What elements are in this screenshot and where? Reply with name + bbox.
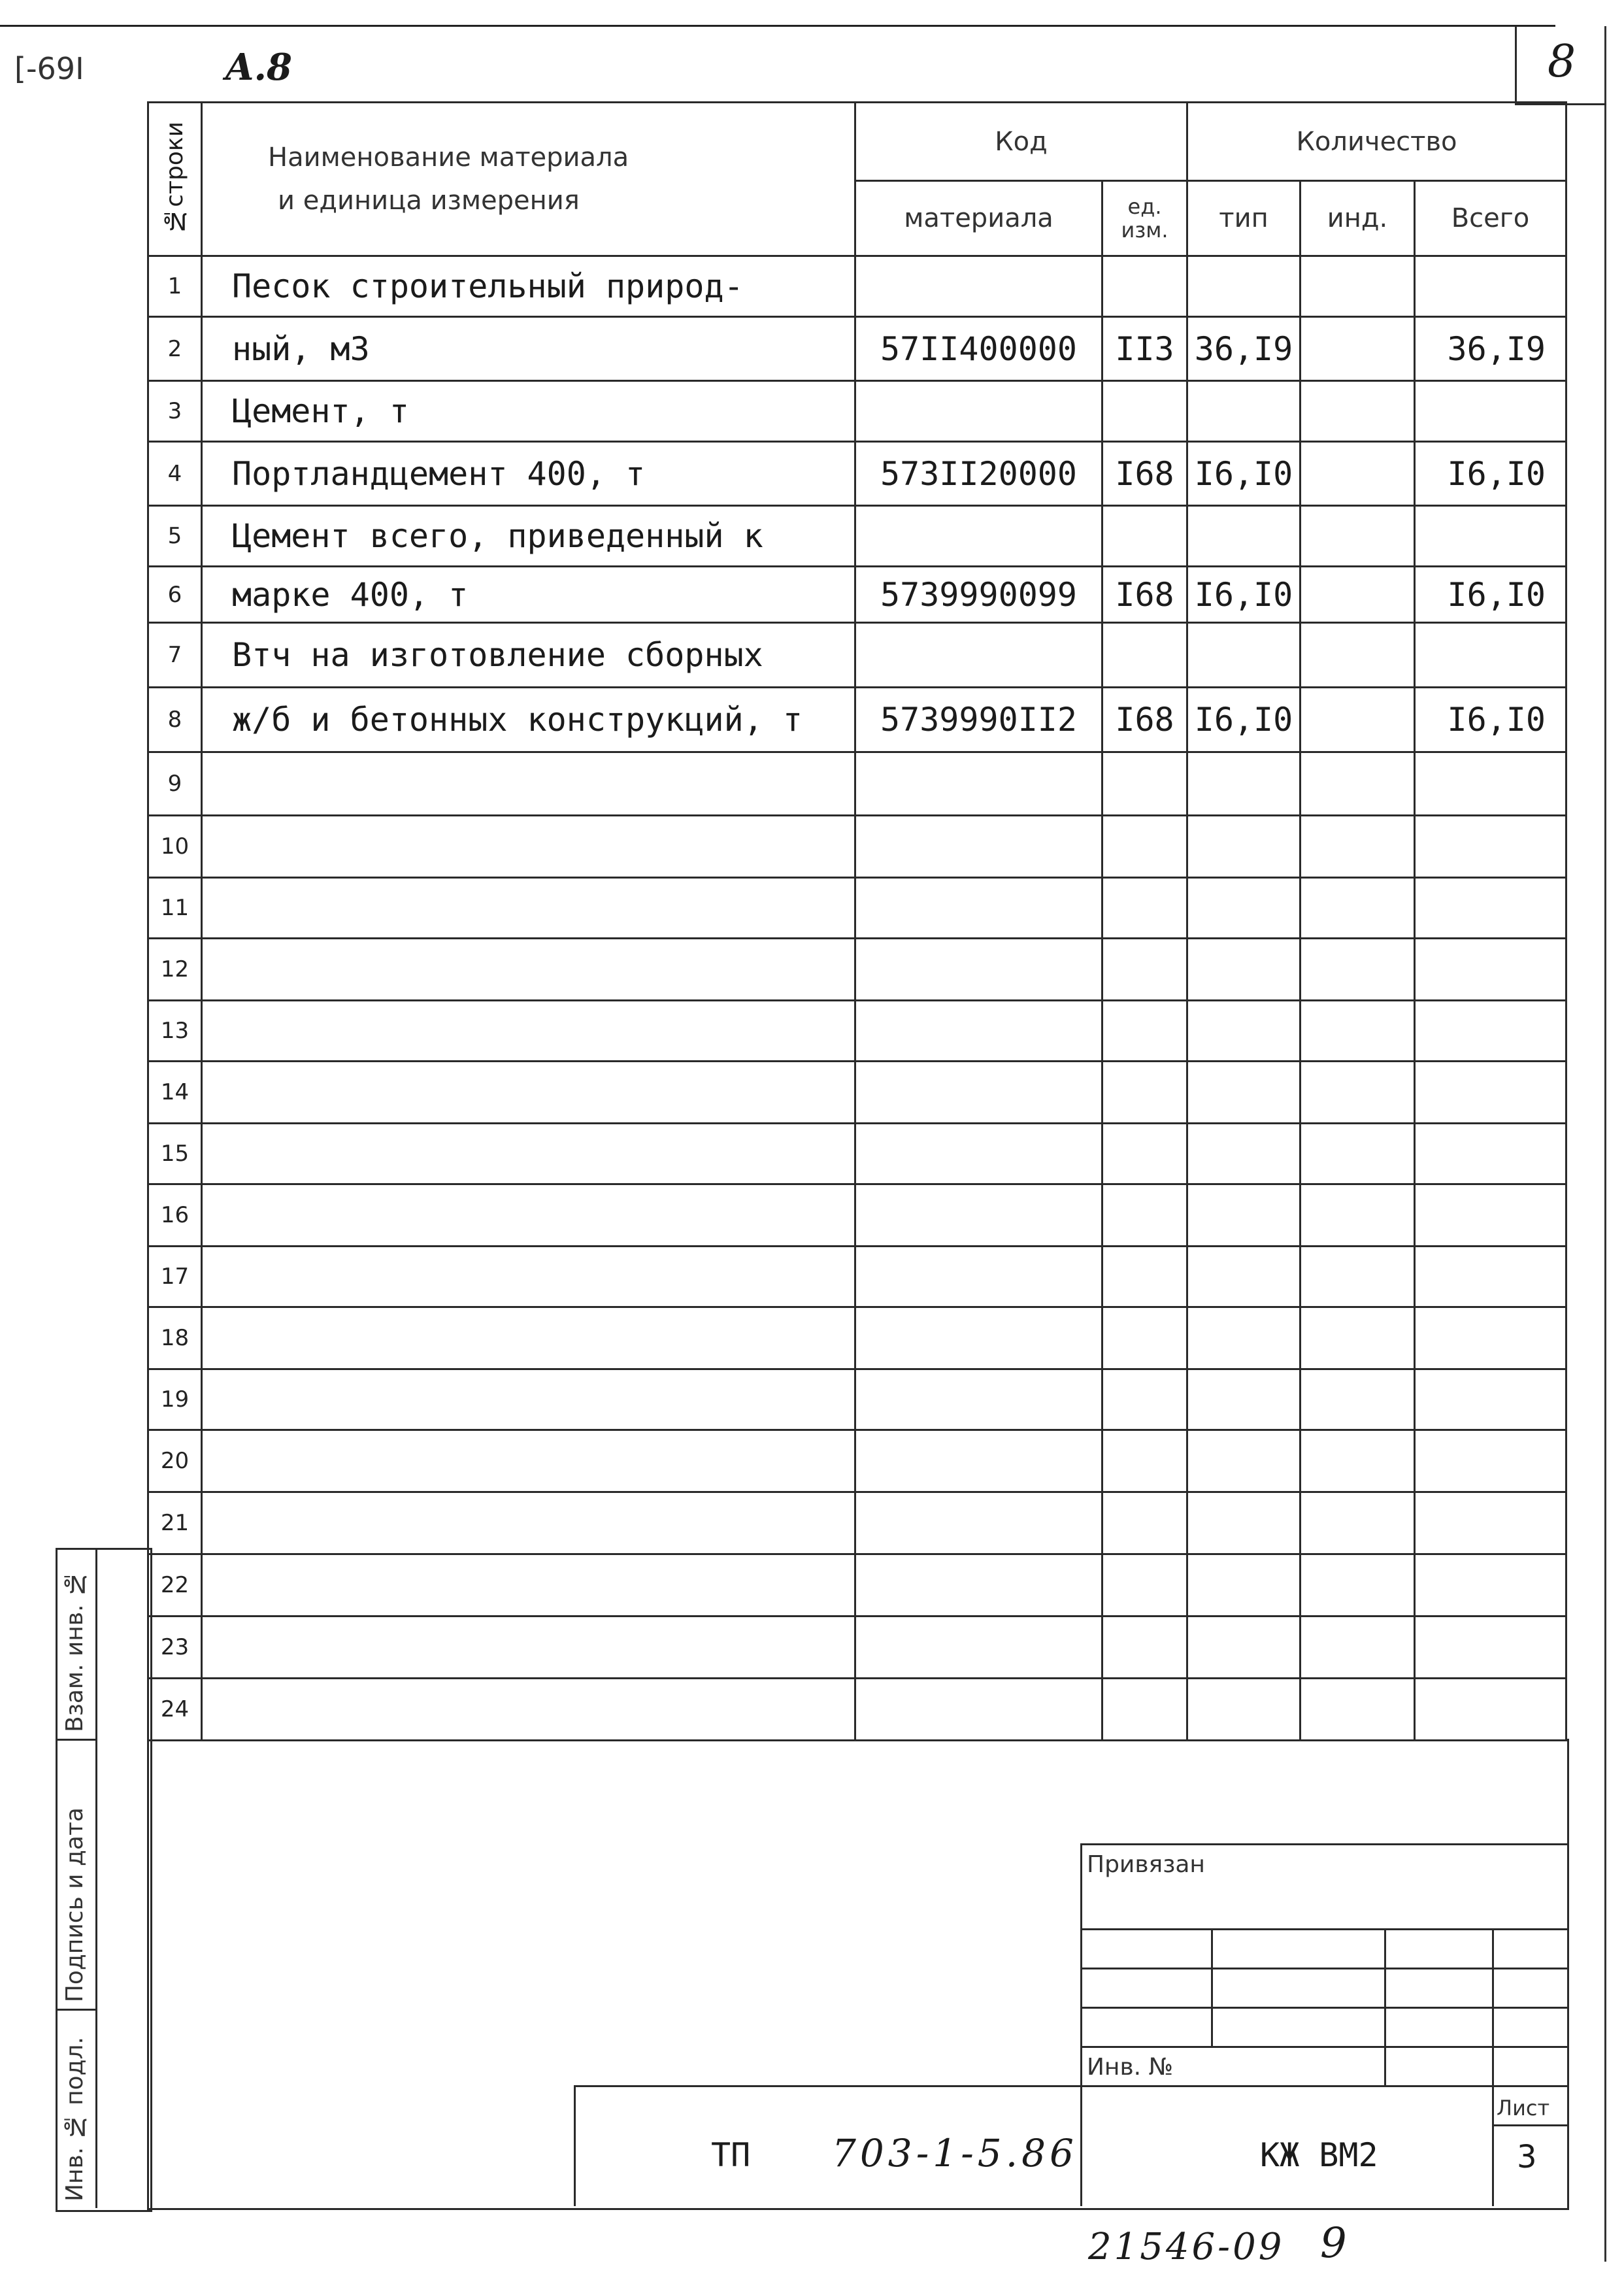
row-ind-cell	[1301, 1184, 1415, 1247]
row-type-cell	[1187, 939, 1301, 1001]
row-unit-cell: I68	[1102, 567, 1187, 623]
header-row-number-label: №строки	[161, 122, 188, 234]
row-code-cell	[855, 1492, 1102, 1554]
tb-sheet: 3	[1517, 2139, 1537, 2175]
row-ind-cell	[1301, 381, 1415, 442]
table-row	[148, 1001, 1566, 1062]
table-row	[148, 1369, 1566, 1430]
row-ind-cell	[1301, 623, 1415, 688]
side-inv	[58, 2011, 97, 2208]
row-unit-cell	[1102, 816, 1187, 878]
row-total-cell	[1415, 1307, 1566, 1369]
header-name-line2: и единица измерения	[278, 186, 580, 216]
tb-line	[1492, 1928, 1494, 2206]
tb-line	[1080, 1928, 1567, 1930]
row-unit-cell	[1102, 1247, 1187, 1307]
row-unit-cell	[1102, 939, 1187, 1001]
tb-line	[1080, 2007, 1567, 2009]
table-row	[148, 939, 1566, 1001]
row-ind-cell	[1301, 816, 1415, 878]
row-ind-cell	[1301, 1492, 1415, 1554]
table-row	[148, 317, 1566, 381]
table-row	[148, 1062, 1566, 1124]
row-name-cell	[202, 1247, 855, 1307]
header-code-material: материала	[855, 181, 1102, 256]
row-ind-cell	[1301, 688, 1415, 752]
row-total-cell	[1415, 256, 1566, 317]
row-type-cell	[1187, 1062, 1301, 1124]
row-unit-cell	[1102, 878, 1187, 939]
page-number: 8	[1547, 36, 1576, 88]
table-row	[148, 623, 1566, 688]
row-number-cell: 12	[148, 939, 202, 1001]
row-code-cell: 5739990II2	[855, 688, 1102, 752]
row-number-cell: 3	[148, 381, 202, 442]
row-ind-cell	[1301, 1679, 1415, 1741]
row-code-cell	[855, 256, 1102, 317]
row-ind-cell	[1301, 1001, 1415, 1062]
row-type-cell	[1187, 1679, 1301, 1741]
row-code-cell	[855, 752, 1102, 816]
row-code-cell	[855, 506, 1102, 567]
tb-line	[574, 2085, 576, 2206]
row-total-cell	[1415, 1001, 1566, 1062]
row-type-cell	[1187, 381, 1301, 442]
row-name-cell	[202, 1307, 855, 1369]
row-total-cell: I6,I0	[1415, 567, 1566, 623]
row-number-cell: 1	[148, 256, 202, 317]
row-name-cell	[202, 1430, 855, 1492]
row-number-cell: 7	[148, 623, 202, 688]
table-row	[148, 1307, 1566, 1369]
row-number-cell: 14	[148, 1062, 202, 1124]
row-code-cell	[855, 1369, 1102, 1430]
row-total-cell	[1415, 1184, 1566, 1247]
row-ind-cell	[1301, 878, 1415, 939]
row-code-cell	[855, 1554, 1102, 1617]
sheet-total: 9	[1320, 2219, 1347, 2268]
tb-privyazan: Привязан	[1087, 1851, 1205, 1878]
row-number-cell: 9	[148, 752, 202, 816]
format-label: A.8	[225, 46, 292, 89]
table-row	[148, 442, 1566, 506]
row-ind-cell	[1301, 1247, 1415, 1307]
tb-line	[1080, 2046, 1567, 2048]
row-unit-cell	[1102, 506, 1187, 567]
tb-line	[1080, 1843, 1567, 1845]
tb-line	[1211, 1928, 1213, 2046]
row-ind-cell	[1301, 567, 1415, 623]
table-row	[148, 1430, 1566, 1492]
row-code-cell	[855, 1679, 1102, 1741]
row-code-cell	[855, 1062, 1102, 1124]
row-ind-cell	[1301, 1430, 1415, 1492]
table-row	[148, 381, 1566, 442]
row-name-cell	[202, 1369, 855, 1430]
row-name-cell	[202, 1617, 855, 1679]
row-ind-cell	[1301, 256, 1415, 317]
table-row	[148, 1247, 1566, 1307]
row-unit-cell: I68	[1102, 442, 1187, 506]
header-name-line1: Наименование материала	[268, 142, 629, 173]
row-name-cell	[202, 939, 855, 1001]
row-name-cell: марке 400, т	[202, 567, 855, 623]
row-total-cell: I6,I0	[1415, 442, 1566, 506]
row-unit-cell	[1102, 1369, 1187, 1430]
header-row-number	[148, 103, 202, 256]
row-ind-cell	[1301, 317, 1415, 381]
row-number-cell: 17	[148, 1247, 202, 1307]
table-row	[148, 506, 1566, 567]
tb-line	[1492, 2124, 1567, 2126]
row-total-cell	[1415, 752, 1566, 816]
row-total-cell	[1415, 1369, 1566, 1430]
row-number-cell: 22	[148, 1554, 202, 1617]
table-row	[148, 1679, 1566, 1741]
row-ind-cell	[1301, 752, 1415, 816]
row-unit-cell	[1102, 623, 1187, 688]
side-inv-label: Инв. № подл.	[61, 2037, 88, 2202]
row-unit-cell	[1102, 1307, 1187, 1369]
row-number-cell: 19	[148, 1369, 202, 1430]
row-ind-cell	[1301, 1307, 1415, 1369]
header-qty-ind: инд.	[1301, 181, 1415, 256]
row-code-cell	[855, 623, 1102, 688]
row-name-cell: Цемент, т	[202, 381, 855, 442]
row-code-cell	[855, 939, 1102, 1001]
archive-number: 21546-09	[1088, 2226, 1285, 2268]
row-unit-cell	[1102, 1062, 1187, 1124]
row-code-cell: 57II400000	[855, 317, 1102, 381]
row-type-cell	[1187, 1124, 1301, 1184]
row-total-cell	[1415, 381, 1566, 442]
row-type-cell: I6,I0	[1187, 442, 1301, 506]
row-number-cell: 5	[148, 506, 202, 567]
row-number-cell: 8	[148, 688, 202, 752]
row-number-cell: 2	[148, 317, 202, 381]
side-podpis-label: Подпись и дата	[61, 1807, 88, 2002]
top-border-line	[0, 25, 1555, 27]
row-type-cell	[1187, 1430, 1301, 1492]
row-code-cell	[855, 1617, 1102, 1679]
row-name-cell: ж/б и бетонных конструкций, т	[202, 688, 855, 752]
tb-list-label: Лист	[1497, 2096, 1550, 2120]
page-number-box	[1515, 26, 1606, 105]
table-row	[148, 1124, 1566, 1184]
row-number-cell: 16	[148, 1184, 202, 1247]
row-number-cell: 23	[148, 1617, 202, 1679]
tb-line	[1080, 1968, 1567, 1969]
row-name-cell	[202, 816, 855, 878]
row-unit-cell: II3	[1102, 317, 1187, 381]
tb-line	[1384, 1928, 1386, 2085]
row-total-cell	[1415, 1430, 1566, 1492]
row-type-cell	[1187, 1001, 1301, 1062]
row-name-cell	[202, 878, 855, 939]
row-number-cell: 4	[148, 442, 202, 506]
row-number-cell: 18	[148, 1307, 202, 1369]
row-number-cell: 10	[148, 816, 202, 878]
row-type-cell	[1187, 1617, 1301, 1679]
row-name-cell: Цемент всего, приведенный к	[202, 506, 855, 567]
row-code-cell	[855, 1307, 1102, 1369]
row-code-cell	[855, 381, 1102, 442]
corner-code: [-69I	[14, 51, 84, 86]
row-type-cell: I6,I0	[1187, 688, 1301, 752]
row-type-cell	[1187, 1554, 1301, 1617]
row-ind-cell	[1301, 442, 1415, 506]
tb-tp: ТП	[711, 2136, 751, 2174]
row-type-cell	[1187, 752, 1301, 816]
row-total-cell: I6,I0	[1415, 688, 1566, 752]
row-name-cell: Втч на изготовление сборных	[202, 623, 855, 688]
row-type-cell	[1187, 1184, 1301, 1247]
materials-table	[147, 101, 1567, 1741]
row-unit-cell	[1102, 1679, 1187, 1741]
tb-project-no: 703-1-5.86	[832, 2131, 1078, 2175]
row-ind-cell	[1301, 1617, 1415, 1679]
row-type-cell: I6,I0	[1187, 567, 1301, 623]
row-name-cell: ный, м3	[202, 317, 855, 381]
row-name-cell	[202, 1554, 855, 1617]
side-podpis	[58, 1741, 97, 2011]
row-type-cell	[1187, 1247, 1301, 1307]
side-stamp	[56, 1548, 152, 2212]
tb-inv-no: Инв. №	[1087, 2054, 1174, 2081]
row-unit-cell	[1102, 1184, 1187, 1247]
row-code-cell	[855, 1124, 1102, 1184]
row-unit-cell	[1102, 256, 1187, 317]
table-row	[148, 567, 1566, 623]
row-unit-cell	[1102, 1554, 1187, 1617]
row-ind-cell	[1301, 1124, 1415, 1184]
row-number-cell: 11	[148, 878, 202, 939]
row-name-cell	[202, 1492, 855, 1554]
tb-mark: КЖ ВМ2	[1260, 2136, 1378, 2174]
row-name-cell: Портландцемент 400, т	[202, 442, 855, 506]
side-vzam	[58, 1550, 97, 1741]
row-total-cell	[1415, 1617, 1566, 1679]
row-total-cell	[1415, 1247, 1566, 1307]
header-quantity: Количество	[1187, 103, 1566, 181]
row-number-cell: 24	[148, 1679, 202, 1741]
row-number-cell: 6	[148, 567, 202, 623]
row-total-cell: 36,I9	[1415, 317, 1566, 381]
table-row	[148, 816, 1566, 878]
row-ind-cell	[1301, 1369, 1415, 1430]
row-number-cell: 15	[148, 1124, 202, 1184]
row-type-cell	[1187, 623, 1301, 688]
table-row	[148, 1492, 1566, 1554]
row-ind-cell	[1301, 1062, 1415, 1124]
header-name	[202, 103, 855, 256]
row-total-cell	[1415, 1062, 1566, 1124]
row-number-cell: 13	[148, 1001, 202, 1062]
title-block	[147, 1739, 1569, 2210]
header-qty-type: тип	[1187, 181, 1301, 256]
row-total-cell	[1415, 623, 1566, 688]
tb-line	[1080, 1843, 1082, 2206]
row-ind-cell	[1301, 939, 1415, 1001]
row-total-cell	[1415, 1492, 1566, 1554]
row-total-cell	[1415, 506, 1566, 567]
row-type-cell	[1187, 1492, 1301, 1554]
row-code-cell: 573II20000	[855, 442, 1102, 506]
row-unit-cell: I68	[1102, 688, 1187, 752]
table-row	[148, 1554, 1566, 1617]
row-total-cell	[1415, 939, 1566, 1001]
table-row	[148, 1184, 1566, 1247]
row-name-cell	[202, 1001, 855, 1062]
row-unit-cell	[1102, 1001, 1187, 1062]
row-code-cell: 5739990099	[855, 567, 1102, 623]
table-row	[148, 256, 1566, 317]
header-qty-total: Всего	[1415, 181, 1566, 256]
row-number-cell: 20	[148, 1430, 202, 1492]
row-type-cell	[1187, 506, 1301, 567]
row-type-cell	[1187, 256, 1301, 317]
row-name-cell	[202, 1184, 855, 1247]
row-code-cell	[855, 1184, 1102, 1247]
header-code: Код	[855, 103, 1187, 181]
row-total-cell	[1415, 1554, 1566, 1617]
row-name-cell	[202, 1679, 855, 1741]
table-row	[148, 1617, 1566, 1679]
row-unit-cell	[1102, 1124, 1187, 1184]
row-total-cell	[1415, 1124, 1566, 1184]
row-type-cell	[1187, 1369, 1301, 1430]
row-type-cell	[1187, 1307, 1301, 1369]
row-total-cell	[1415, 878, 1566, 939]
row-name-cell	[202, 1062, 855, 1124]
table-row	[148, 752, 1566, 816]
row-unit-cell	[1102, 381, 1187, 442]
row-ind-cell	[1301, 1554, 1415, 1617]
row-code-cell	[855, 1247, 1102, 1307]
row-type-cell	[1187, 816, 1301, 878]
row-ind-cell	[1301, 506, 1415, 567]
right-border-line	[1604, 26, 1606, 2262]
row-unit-cell	[1102, 1430, 1187, 1492]
row-code-cell	[855, 878, 1102, 939]
row-type-cell: 36,I9	[1187, 317, 1301, 381]
row-name-cell	[202, 1124, 855, 1184]
row-type-cell	[1187, 878, 1301, 939]
row-name-cell: Песок строительный природ-	[202, 256, 855, 317]
header-code-unit: ед. изм.	[1102, 181, 1187, 256]
row-unit-cell	[1102, 1617, 1187, 1679]
row-unit-cell	[1102, 1492, 1187, 1554]
row-unit-cell	[1102, 752, 1187, 816]
table-row	[148, 878, 1566, 939]
row-code-cell	[855, 1430, 1102, 1492]
side-vzam-label: Взам. инв. №	[61, 1570, 88, 1732]
row-number-cell: 21	[148, 1492, 202, 1554]
row-code-cell	[855, 816, 1102, 878]
tb-line	[574, 2085, 1567, 2087]
row-total-cell	[1415, 816, 1566, 878]
table-row	[148, 688, 1566, 752]
row-total-cell	[1415, 1679, 1566, 1741]
row-name-cell	[202, 752, 855, 816]
row-code-cell	[855, 1001, 1102, 1062]
